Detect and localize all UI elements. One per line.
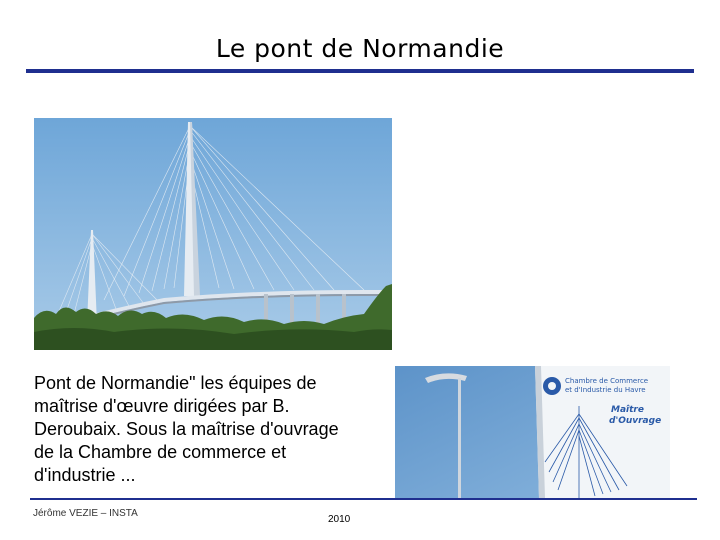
sign-text-line4: d'Ouvrage [609,416,662,426]
sign-text-line2: et d'Industrie du Havre [565,386,646,394]
bridge-photo [34,118,392,350]
footer-year: 2010 [328,514,351,525]
sign-text-line3: Maître [611,405,644,415]
slide-title [110,34,610,63]
footer-rule [30,498,697,500]
title-underline [26,69,694,73]
slide-title-text: Le pont de Normandie [215,34,505,63]
sign-photo [395,366,670,498]
sign-text-line1: Chambre de Commerce [565,377,649,385]
footer-author: Jérôme VEZIE – INSTA [33,508,138,519]
photo-caption: Pont de Normandie" les équipes de maîtrise d'œuvre dirigées par B. Deroubaix. Sous la maîtrise d'ouvrage de la Chambre de commerce et d'industrie ... [34,373,339,485]
